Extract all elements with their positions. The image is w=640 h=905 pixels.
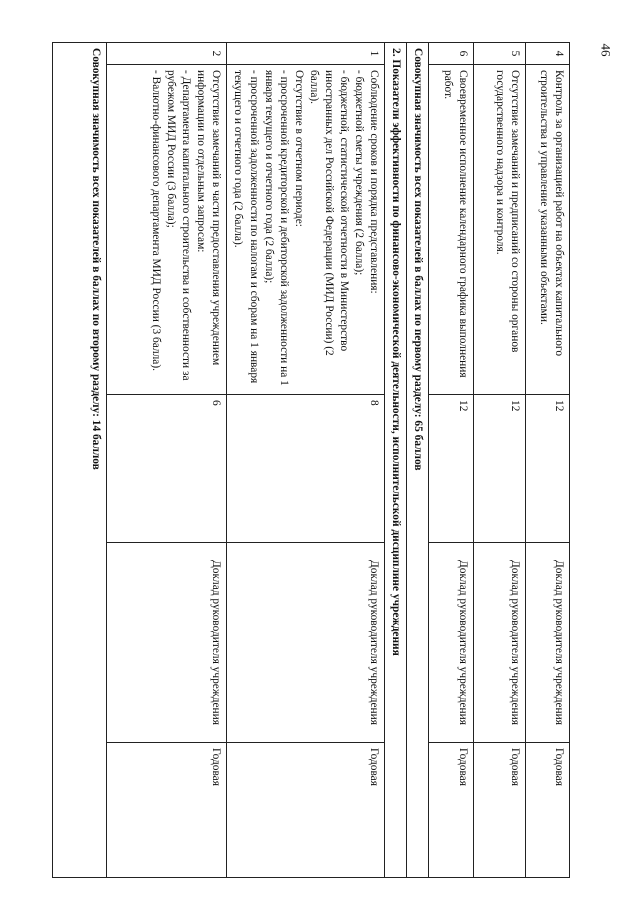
period-text: Годовая	[107, 743, 227, 878]
rotated-table-frame	[65, 42, 570, 877]
indicators-table	[52, 42, 570, 878]
table-row	[107, 43, 227, 878]
period-text: Годовая	[474, 743, 526, 878]
page-number: 46	[598, 43, 614, 57]
points-value: 12	[429, 395, 474, 543]
period-text: Годовая	[526, 743, 570, 878]
source-text: Доклад руководителя учреждения	[429, 543, 474, 743]
table-row	[474, 43, 526, 878]
source-text: Доклад руководителя учреждения	[474, 543, 526, 743]
section1-total: Совокупная значимость всех показателей в баллах по первому разделу: 65 баллов	[406, 43, 428, 878]
points-value: 12	[526, 395, 570, 543]
points-value: 12	[474, 395, 526, 543]
section2-title: 2. Показатели эффективности по финансово-экономической деятельности, исполнительской дисциплине учреждения	[384, 43, 406, 878]
section-heading-row	[384, 43, 406, 878]
indicator-text: Соблюдение сроков и порядка представления: - бюджетной сметы учреждения (2 балла); - бюджетной, статистической отчетности в Министерство иностранных дел Российской Федерации (МИД России) (2 балла). Отсутствие в отчетном периоде: - просроченной кредиторской и дебиторской задолженности на 1 января текущего и отчетного года (2 балла); - просроченной задолженности по налогам и сборам на 1 января текущего и отчетного года (2 балла).	[227, 65, 384, 395]
period-text: Годовая	[227, 743, 384, 878]
table-row	[429, 43, 474, 878]
row-number: 2	[107, 43, 227, 65]
source-text: Доклад руководителя учреждения	[526, 543, 570, 743]
section-total-row	[406, 43, 428, 878]
row-number: 5	[474, 43, 526, 65]
indicator-text: Контроль за организацией работ на объектах капитального строительства и управление указанными объектами.	[526, 65, 570, 395]
row-number: 4	[526, 43, 570, 65]
points-value: 8	[227, 395, 384, 543]
source-text: Доклад руководителя учреждения	[107, 543, 227, 743]
table-row	[227, 43, 384, 878]
section2-total: Совокупная значимость всех показателей в баллах по второму разделу: 14 баллов	[53, 43, 107, 878]
table-row	[526, 43, 570, 878]
period-text: Годовая	[429, 743, 474, 878]
row-number: 1	[227, 43, 384, 65]
source-text: Доклад руководителя учреждения	[227, 543, 384, 743]
indicator-text: Отсутствие замечаний в части предоставления учреждением информации по отдельным запросам: - Департамента капитального строительства и собственности за рубежом МИД России (3 балла); - Валютно-финансового департамента МИД России (3 балла).	[107, 65, 227, 395]
section-total-row	[53, 43, 107, 878]
indicator-text: Своевременное исполнение календарного графика выполнения работ.	[429, 65, 474, 395]
indicator-text: Отсутствие замечаний и предписаний со стороны органов государственного надзора и контроля.	[474, 65, 526, 395]
row-number: 6	[429, 43, 474, 65]
points-value: 6	[107, 395, 227, 543]
